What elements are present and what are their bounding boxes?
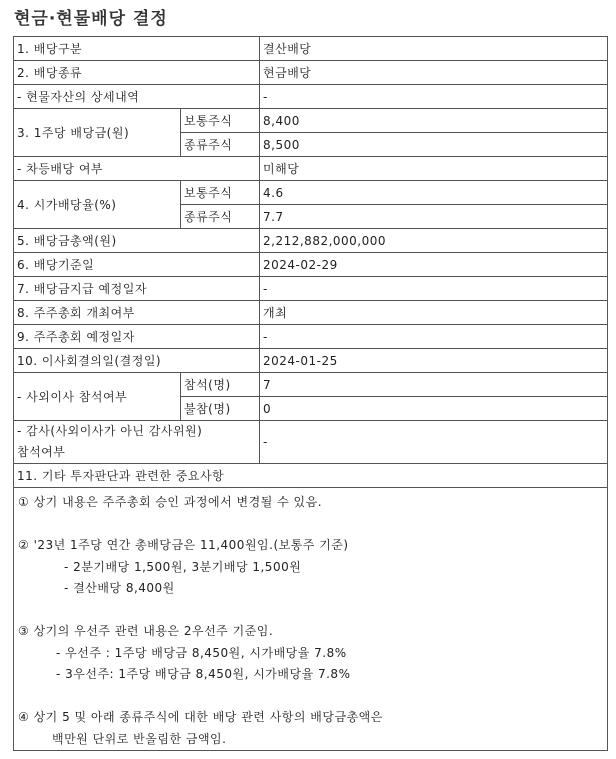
row-value: 미해당 xyxy=(260,157,608,181)
note-line: - 우선주 : 1주당 배당금 8,450원, 시가배당율 7.8% xyxy=(56,645,347,660)
row-label: 1. 배당구분 xyxy=(14,37,260,61)
row-label: 6. 배당기준일 xyxy=(14,253,260,277)
row-value: 8,500 xyxy=(260,133,608,157)
note-line: - 3우선주: 1주당 배당금 8,450원, 시가배당율 7.8% xyxy=(56,667,351,681)
row-label: 10. 이사회결의일(결정일) xyxy=(14,349,260,373)
table-row xyxy=(14,229,608,253)
table-row xyxy=(14,488,608,751)
row-label: - 현물자산의 상세내역 xyxy=(14,85,260,109)
table-row xyxy=(14,373,608,397)
sub-label: 보통주식 xyxy=(181,181,260,205)
row-value: 결산배당 xyxy=(260,37,608,61)
page-title: 현금·현물배당 결정 xyxy=(14,9,168,29)
note-line: ② '23년 1주당 연간 총배당금은 11,400원임.(보통주 기준) xyxy=(18,538,349,552)
row-value: 현금배당 xyxy=(260,61,608,85)
table-row xyxy=(14,253,608,277)
notes-cell xyxy=(14,488,608,751)
row-label: 9. 주주총회 예정일자 xyxy=(14,325,260,349)
row-label: - 사외이사 참석여부 xyxy=(14,373,181,421)
sub-label: 참석(명) xyxy=(181,373,260,397)
row-value: 7.7 xyxy=(260,205,608,229)
row-value: - xyxy=(260,325,608,349)
row-label: 5. 배당금총액(원) xyxy=(14,229,260,253)
row-value: 7 xyxy=(260,373,608,397)
sub-label: 종류주식 xyxy=(181,205,260,229)
row-label xyxy=(14,421,260,464)
dividend-table xyxy=(13,36,608,751)
table-row xyxy=(14,157,608,181)
note-line: ① 상기 내용은 주주총회 승인 과정에서 변경될 수 있음. xyxy=(18,495,323,509)
table-row xyxy=(14,109,608,133)
row-label: 8. 주주총회 개최여부 xyxy=(14,301,260,325)
sub-label: 보통주식 xyxy=(181,109,260,133)
row-label: 3. 1주당 배당금(원) xyxy=(14,109,181,157)
table-row xyxy=(14,464,608,488)
row-label: 11. 기타 투자판단과 관련한 중요사항 xyxy=(14,464,608,488)
row-value: 8,400 xyxy=(260,109,608,133)
row-value: 2024-01-25 xyxy=(260,349,608,373)
table-row xyxy=(14,301,608,325)
row-label: - 차등배당 여부 xyxy=(14,157,260,181)
row-value: 2024-02-29 xyxy=(260,253,608,277)
table-row xyxy=(14,181,608,205)
table-row xyxy=(14,421,608,464)
note-line: ④ 상기 5 및 아래 종류주식에 대한 배당 관련 사항의 배당금총액은 xyxy=(18,710,383,724)
row-value: - xyxy=(260,421,608,464)
row-value: - xyxy=(260,85,608,109)
note-line: - 2분기배당 1,500원, 3분기배당 1,500원 xyxy=(64,559,302,574)
row-value: 4.6 xyxy=(260,181,608,205)
row-label: 4. 시가배당율(%) xyxy=(14,181,181,229)
sub-label: 종류주식 xyxy=(181,133,260,157)
table-row xyxy=(14,37,608,61)
note-line: 백만원 단위로 반올림한 금액임. xyxy=(52,731,227,746)
note-line: ③ 상기의 우선주 관련 내용은 2우선주 기준임. xyxy=(18,624,274,638)
row-value: 개최 xyxy=(260,301,608,325)
row-label: 7. 배당금지급 예정일자 xyxy=(14,277,260,301)
note-line: - 결산배당 8,400원 xyxy=(64,581,175,595)
sub-label: 불참(명) xyxy=(181,397,260,421)
row-value: 2,212,882,000,000 xyxy=(260,229,608,253)
row-value: 0 xyxy=(260,397,608,421)
row-label-line: 참석여부 xyxy=(17,445,66,459)
row-label-line: - 감사(사외이사가 아닌 감사위원) xyxy=(17,424,203,438)
table-row xyxy=(14,61,608,85)
table-row xyxy=(14,277,608,301)
table-row xyxy=(14,349,608,373)
table-row xyxy=(14,325,608,349)
table-row xyxy=(14,85,608,109)
row-value: - xyxy=(260,277,608,301)
row-label: 2. 배당종류 xyxy=(14,61,260,85)
